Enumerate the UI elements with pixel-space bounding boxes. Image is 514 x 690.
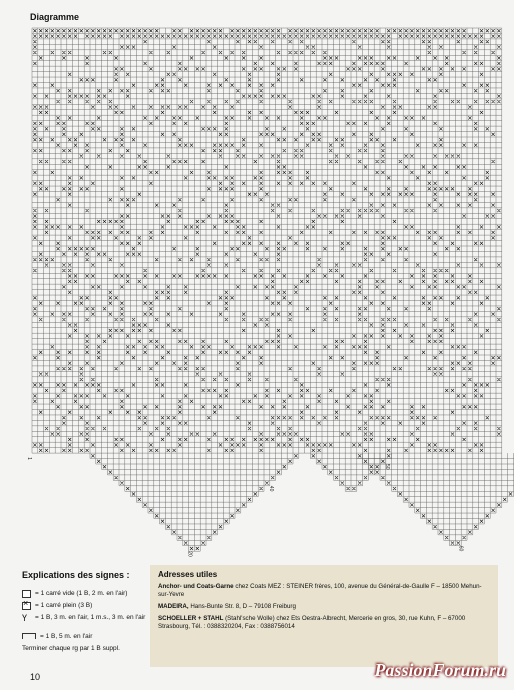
legend-text: = 1 B, 3 m. en l'air, 1 m.s., 3 m. en l'air — [35, 614, 146, 621]
addresses-title: Adresses utiles — [158, 570, 218, 579]
legend-note: Terminer chaque rg par 1 B suppl. — [22, 645, 120, 652]
row-marker: 60 — [457, 545, 464, 552]
page-number: 10 — [30, 672, 41, 682]
empty-square-icon — [22, 590, 31, 598]
picot-icon: Ү — [22, 613, 28, 623]
legend-item-picot — [22, 614, 147, 622]
address-entry — [158, 615, 490, 631]
row-marker: 50 — [383, 464, 390, 470]
row-marker: 1 — [26, 457, 32, 460]
legend-text: = 1 carré plein (3 B) — [35, 602, 93, 609]
address-entry — [158, 583, 490, 599]
legend-item-empty — [22, 590, 127, 598]
address-name: Anchor- und Coats-Garne — [158, 583, 234, 590]
watermark-logo: PassionForum.ru — [374, 660, 506, 680]
address-name: MADEIRA, — [158, 603, 189, 610]
full-square-icon — [22, 602, 31, 610]
bar-icon — [22, 633, 36, 639]
legend-item-full — [22, 602, 92, 610]
address-text: chez Coats MEZ : STEINER frères, 100, avenue du Général-de-Gaulle F – 18500 Mehun-sur-Yevre — [158, 583, 482, 598]
addresses-box — [150, 565, 498, 667]
legend-item-bar — [22, 633, 92, 640]
legend-text: = 1 carré vide (1 B, 2 m. en l'air) — [35, 590, 128, 597]
address-text: (Stahl'sche Wolle) chez Ets Oestra-Albrecht, Mercerie en gros, 30, rue Kuhn, F – 67000 Strasbourg, Tél. : 0388320204, Fax : 0388756014 — [158, 615, 466, 630]
address-text: Hans-Bunte Str. 8, D – 79108 Freiburg — [190, 603, 296, 610]
address-entry — [158, 603, 490, 611]
row-marker: 40 — [267, 485, 274, 492]
legend-text: = 1 B, 5 m. en l'air — [40, 633, 93, 640]
row-marker: 20 — [186, 551, 193, 557]
address-name: SCHOELLER + STAHL — [158, 615, 224, 622]
legend-title: Explications des signes : — [22, 570, 130, 580]
page-title: Diagramme — [30, 12, 80, 22]
